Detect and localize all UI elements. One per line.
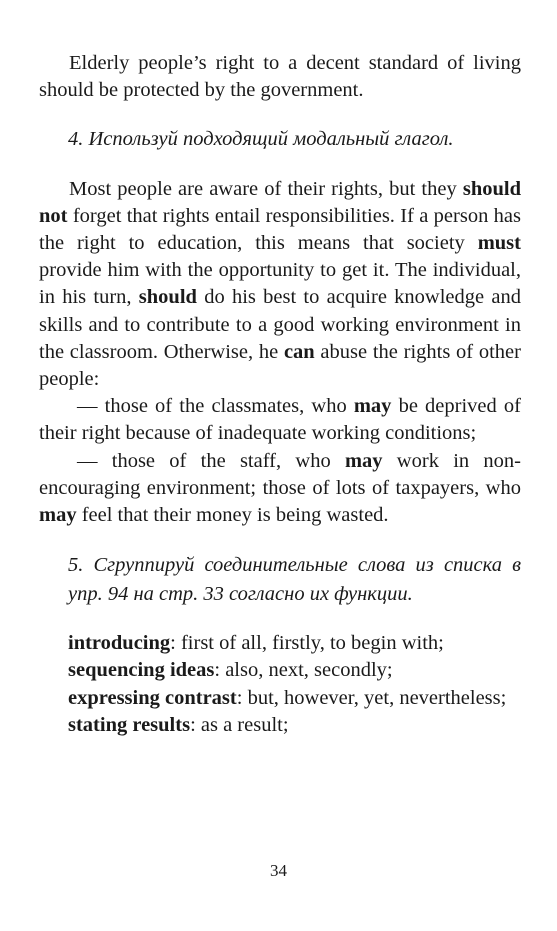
function-words: : as a result; xyxy=(190,713,289,736)
text-run: do his best to acquire knowledge and skills and to contribute to a good working environment in the classroom. Otherwise, he xyxy=(39,286,521,363)
modal-verb: should not xyxy=(39,177,521,227)
function-list xyxy=(39,630,521,739)
task-5-text: 5. Сгруппируй соединительные слова из списка в упр. 94 на стр. 33 согласно их функции. xyxy=(68,554,521,605)
text-run: — those of the staff, who xyxy=(77,449,345,472)
list-item xyxy=(39,630,521,657)
function-term: stating results xyxy=(68,713,191,736)
list-item xyxy=(39,712,521,739)
task-4-text: 4. Используй подходящий модальный глагол. xyxy=(68,128,454,151)
text-run: abuse the rights of other people: xyxy=(39,340,521,391)
dash-item-classmates xyxy=(39,393,521,447)
text-run: forget that rights entail responsibilities. If a person has the right to education, this means that society xyxy=(39,204,521,255)
text-run: feel that their money is being wasted. xyxy=(76,504,389,527)
text-run: be deprived of their right because of inadequate working conditions; xyxy=(39,395,521,445)
list-item xyxy=(39,685,521,712)
function-term: sequencing ideas xyxy=(68,659,215,682)
text-run: work in non-encouraging environment; those of lots of taxpayers, who xyxy=(39,449,521,499)
page-content xyxy=(39,50,521,739)
modal-verb: may xyxy=(353,395,392,418)
modal-verb: may xyxy=(39,504,77,527)
list-item xyxy=(39,657,521,684)
modal-verb: should xyxy=(138,286,197,309)
function-words: : also, next, secondly; xyxy=(214,659,393,682)
main-paragraph xyxy=(39,176,521,394)
function-term: introducing xyxy=(68,632,171,655)
intro-text: Elderly people’s right to a decent standard of living should be protected by the government. xyxy=(39,52,521,102)
modal-verb: can xyxy=(283,340,315,363)
modal-verb: may xyxy=(344,449,383,472)
text-run: provide him with the opportunity to get it. The individual, in his turn, xyxy=(39,259,521,309)
intro-paragraph xyxy=(39,50,521,104)
function-term: expressing contrast xyxy=(68,686,237,709)
dash-item-staff xyxy=(39,448,521,530)
task-4-heading xyxy=(39,126,521,153)
page-number: 34 xyxy=(270,861,287,880)
function-words: : first of all, firstly, to begin with; xyxy=(170,632,444,655)
task-5-heading xyxy=(39,551,521,608)
text-run: — those of the classmates, who xyxy=(77,395,354,418)
function-words: : but, however, yet, nevertheless; xyxy=(236,686,507,709)
modal-verb: must xyxy=(477,232,521,255)
text-run: Most people are aware of their rights, but they xyxy=(69,177,463,200)
